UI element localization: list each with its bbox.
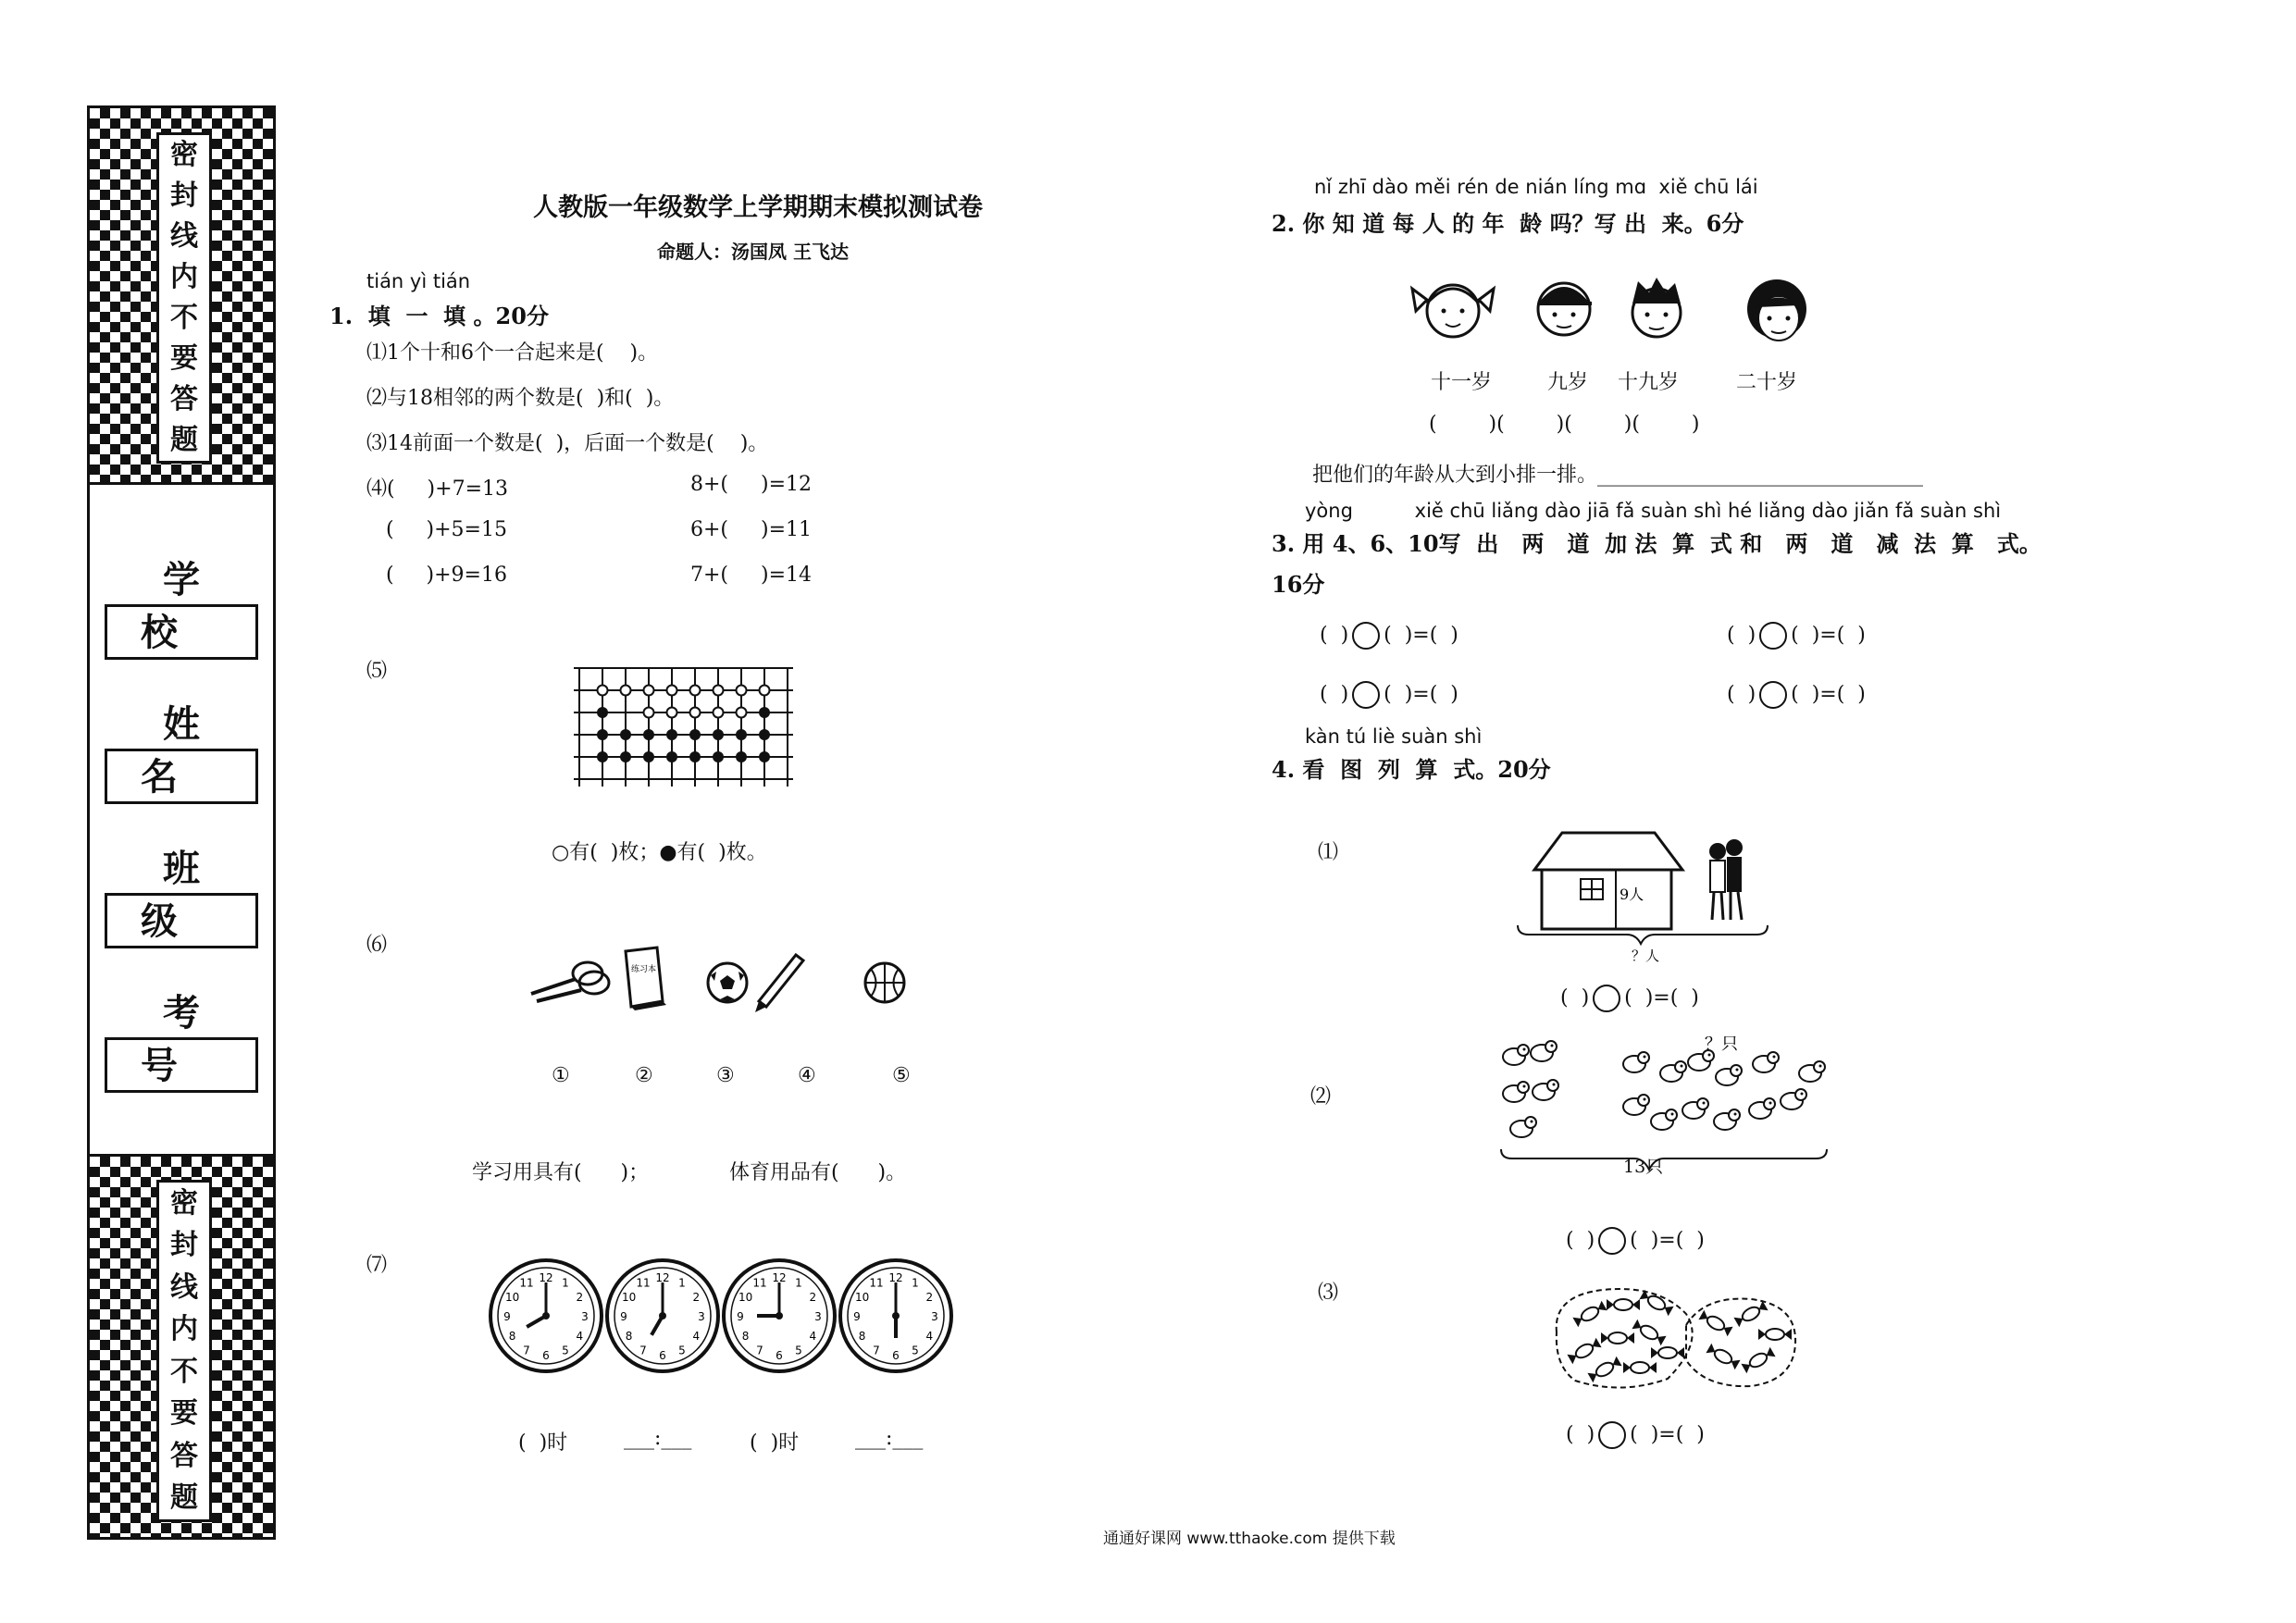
dashed-group-right: [1686, 1299, 1795, 1387]
q1-sub6-answer-b: 体育用品有( )。: [729, 1161, 907, 1184]
q2-title: 2. 你 知 道 每 人 的 年 龄 吗？写 出 来。6分: [1272, 210, 1744, 237]
q1-sub7-answer-a: ( )时: [518, 1431, 568, 1455]
chick-icon: [1682, 1098, 1708, 1119]
operator-circle-icon: [1593, 985, 1620, 1012]
q4-sub2-label: ⑵: [1310, 1085, 1332, 1109]
svg-text:9: 9: [620, 1310, 627, 1323]
q1-item-3: ⑶14前面一个数是( )，后面一个数是( )。: [366, 432, 769, 455]
black-bead: [597, 729, 608, 740]
svg-text:2: 2: [809, 1291, 817, 1304]
svg-text:11: 11: [752, 1276, 767, 1290]
q4-formula-3: ( ) ( )=( ): [1566, 1421, 1705, 1449]
house-icon: [1534, 833, 1682, 929]
black-bead: [689, 751, 701, 762]
field-label-number: 考号: [141, 991, 244, 1087]
q1-sub7-answer-b: ( )时: [750, 1431, 800, 1455]
white-bead: [760, 686, 770, 696]
svg-text:7: 7: [523, 1344, 530, 1357]
candy-icon: [1572, 1301, 1607, 1327]
candy-icon: [1706, 1344, 1740, 1369]
white-bead: [667, 686, 677, 696]
q1-sub7-blank-b: ___:___: [855, 1427, 924, 1450]
chick-icon: [1749, 1098, 1775, 1119]
seal-character: 答: [170, 383, 198, 415]
count-label: 13只: [1623, 1157, 1664, 1177]
black-bead: [643, 729, 654, 740]
svg-text:11: 11: [636, 1276, 651, 1290]
house-label: 9人: [1620, 886, 1644, 903]
people-faces-figure: [1407, 261, 1832, 353]
seal-character: 不: [170, 302, 198, 334]
q1-sub5-answer: ○有( )枚；●有( )枚。: [552, 841, 767, 864]
young-man-face-icon: [1632, 278, 1681, 337]
sort-line: 把他们的年龄从大到小排一排。________________________________: [1312, 464, 1924, 487]
white-bead: [644, 686, 654, 696]
seal-character: 要: [170, 342, 198, 375]
svg-text:2: 2: [925, 1291, 934, 1304]
svg-text:5: 5: [912, 1344, 919, 1357]
candy-icon: [1607, 1299, 1640, 1310]
girl-face-icon: [1412, 285, 1494, 337]
seal-character: 内: [170, 261, 198, 293]
black-bead: [736, 751, 747, 762]
clock-icon: [840, 1260, 951, 1371]
black-bead: [736, 729, 747, 740]
chick-icon: [1623, 1052, 1649, 1072]
clock-icon: [490, 1260, 602, 1371]
svg-text:7: 7: [639, 1344, 647, 1357]
children-icon: [1709, 839, 1743, 920]
svg-text:2: 2: [692, 1291, 701, 1304]
candy-icon: [1741, 1347, 1775, 1373]
white-bead: [714, 708, 724, 718]
candy-icon: [1733, 1301, 1768, 1327]
svg-text:5: 5: [795, 1344, 802, 1357]
q3-pinyin: yòng xiě chū liǎng dào jiā fǎ suàn shì hé liǎng dào jiǎn fǎ suàn shì: [1305, 500, 2002, 522]
total-label: ？人: [1632, 948, 1660, 962]
white-bead: [714, 686, 724, 696]
svg-text:7: 7: [756, 1344, 763, 1357]
field-label-class: 班级: [141, 847, 244, 943]
basketball-icon: [865, 963, 904, 1002]
field-label-school: 学校: [141, 558, 244, 654]
q1-sub6-answer-a: 学习用具有( )；: [472, 1161, 650, 1184]
formula-3: ( ) ( )=( ): [1320, 681, 1458, 709]
q1-eq-right-1: 8+( )=12: [690, 473, 812, 496]
black-bead: [713, 751, 724, 762]
svg-text:6: 6: [776, 1349, 783, 1362]
q3-title: 3. 用 4、6、10写 出 两 道 加 法 算 式 和 两 道 减 法 算 式。: [1272, 530, 2042, 557]
age-4: 二十岁: [1736, 371, 1798, 394]
candy-icon: [1698, 1310, 1732, 1336]
seal-character: 线: [170, 220, 198, 253]
seal-character: 要: [170, 1397, 198, 1431]
q4-pinyin: kàn tú liè suàn shì: [1305, 725, 1483, 748]
white-bead: [621, 686, 631, 696]
svg-text:4: 4: [925, 1330, 934, 1343]
white-bead: [644, 708, 654, 718]
chick-icon: [1503, 1082, 1529, 1102]
white-bead: [667, 708, 677, 718]
operator-circle-icon: [1352, 681, 1380, 709]
seal-box-bottom: [156, 1180, 212, 1522]
seal-character: 题: [170, 1481, 198, 1515]
item-number-2: ②: [635, 1064, 653, 1087]
white-bead: [737, 686, 747, 696]
svg-text:10: 10: [738, 1291, 753, 1304]
black-bead: [689, 729, 701, 740]
q1-item-2: ⑵与18相邻的两个数是( )和( )。: [366, 387, 675, 410]
seal-character: 题: [170, 424, 198, 456]
clock-icon: [607, 1260, 718, 1371]
operator-circle-icon: [1759, 622, 1787, 650]
white-bead: [737, 708, 747, 718]
age-1: 十一岁: [1431, 371, 1493, 394]
brace-icon: [1501, 1149, 1827, 1170]
svg-text:6: 6: [659, 1349, 666, 1362]
svg-text:10: 10: [854, 1291, 870, 1304]
svg-text:8: 8: [741, 1330, 750, 1343]
svg-text:4: 4: [809, 1330, 817, 1343]
svg-text:3: 3: [698, 1310, 705, 1323]
animals-figure: [1496, 1036, 1838, 1184]
school-items-figure: [518, 940, 925, 1023]
seal-character: 答: [170, 1439, 198, 1472]
svg-text:12: 12: [655, 1271, 670, 1284]
white-bead: [690, 708, 701, 718]
field-label-name: 姓名: [141, 702, 244, 799]
seal-box-top: [156, 132, 212, 464]
white-bead: [598, 686, 608, 696]
q4-sub1-label: ⑴: [1318, 841, 1339, 864]
item-number-1: ①: [552, 1064, 570, 1087]
q3-title-cont: 16分: [1272, 571, 1325, 598]
chick-icon: [1503, 1045, 1529, 1065]
seal-character: 密: [170, 139, 198, 171]
svg-text:4: 4: [576, 1330, 584, 1343]
chick-icon: [1660, 1061, 1686, 1082]
woman-face-icon: [1747, 279, 1806, 341]
strip-divider: [90, 482, 273, 485]
formula-4: ( ) ( )=( ): [1727, 681, 1866, 709]
clocks-figure: [485, 1249, 966, 1379]
q1-eq-left-1: ⑷( )+7=13: [366, 477, 508, 501]
item-number-3: ③: [716, 1064, 735, 1087]
svg-text:12: 12: [539, 1271, 553, 1284]
black-bead: [759, 707, 770, 718]
black-bead: [666, 751, 677, 762]
svg-text:6: 6: [892, 1349, 900, 1362]
seal-character: 线: [170, 1270, 198, 1304]
boy-cap-face-icon: [1538, 283, 1592, 335]
age-3: 十九岁: [1618, 371, 1680, 394]
formula-2: ( ) ( )=( ): [1727, 622, 1866, 650]
svg-text:4: 4: [692, 1330, 701, 1343]
chick-icon: [1623, 1095, 1649, 1115]
candy-icon: [1567, 1338, 1601, 1364]
q4-formula-1: ( ) ( )=( ): [1560, 985, 1699, 1012]
seal-character: 封: [170, 1229, 198, 1262]
chick-icon: [1651, 1109, 1677, 1130]
chick-icon: [1799, 1061, 1825, 1082]
candy-icon: [1758, 1329, 1792, 1340]
q4-formula-2: ( ) ( )=( ): [1566, 1227, 1705, 1255]
svg-text:9: 9: [503, 1310, 511, 1323]
chick-icon: [1716, 1065, 1742, 1085]
black-bead: [597, 707, 608, 718]
age-answer-row: ( )( )( )( ): [1429, 413, 1700, 436]
q1-eq-right-2: 6+( )=11: [690, 518, 812, 541]
q1-eq-left-2: ( )+5=15: [366, 518, 507, 541]
svg-text:8: 8: [508, 1330, 516, 1343]
svg-text:9: 9: [737, 1310, 744, 1323]
candy-icon: [1632, 1319, 1666, 1345]
page-title: 人教版一年级数学上学期期末模拟测试卷: [533, 193, 983, 222]
chick-icon: [1531, 1041, 1557, 1061]
svg-text:8: 8: [625, 1330, 633, 1343]
svg-text:1: 1: [678, 1276, 686, 1290]
q1-sub5-label: ⑸: [366, 660, 388, 683]
q1-eq-right-3: 7+( )=14: [690, 564, 812, 587]
candy-icon: [1623, 1362, 1657, 1373]
black-bead: [713, 729, 724, 740]
unknown-count-label: ？只: [1705, 1036, 1738, 1054]
svg-text:3: 3: [581, 1310, 589, 1323]
class-field[interactable]: [105, 893, 258, 948]
footer-text: 通通好课网 www.tthaoke.com 提供下载: [1103, 1530, 1396, 1548]
soccer-ball-icon: [708, 963, 747, 1002]
operator-circle-icon: [1352, 622, 1380, 650]
black-bead: [597, 751, 608, 762]
chick-icon: [1753, 1052, 1779, 1072]
q4-sub3-label: ⑶: [1318, 1282, 1339, 1305]
svg-text:2: 2: [576, 1291, 584, 1304]
badminton-racket-icon: [531, 962, 609, 1001]
black-bead: [759, 751, 770, 762]
svg-text:1: 1: [912, 1276, 919, 1290]
seal-character: 内: [170, 1313, 198, 1346]
svg-text:12: 12: [888, 1271, 903, 1284]
svg-text:8: 8: [858, 1330, 866, 1343]
svg-text:1: 1: [795, 1276, 802, 1290]
clock-icon: [724, 1260, 835, 1371]
svg-text:6: 6: [542, 1349, 550, 1362]
binding-strip: [87, 105, 276, 1540]
q1-title: 1. 填 一 填 。20分: [329, 303, 549, 329]
chick-icon: [1714, 1109, 1740, 1130]
q1-sub7-blank-a: ___:___: [624, 1427, 692, 1450]
svg-text:11: 11: [869, 1276, 884, 1290]
bead-grid-figure: [572, 664, 809, 790]
house-children-figure: [1507, 824, 1775, 962]
authors: 命题人：汤国凤 王飞达: [657, 241, 849, 263]
exam-number-field[interactable]: [105, 1037, 258, 1093]
q1-eq-left-3: ( )+9=16: [366, 564, 507, 587]
svg-text:5: 5: [678, 1344, 686, 1357]
black-bead: [759, 729, 770, 740]
q1-item-1: ⑴1个十和6个一合起来是( )。: [366, 341, 659, 365]
operator-circle-icon: [1598, 1421, 1626, 1449]
chick-icon: [1510, 1117, 1536, 1137]
formula-1: ( ) ( )=( ): [1320, 622, 1458, 650]
black-bead: [620, 751, 631, 762]
svg-text:7: 7: [873, 1344, 880, 1357]
notebook-icon: [626, 948, 666, 1010]
item-number-5: ⑤: [892, 1064, 911, 1087]
item-number-4: ④: [798, 1064, 816, 1087]
pencil-icon: [755, 955, 803, 1012]
svg-text:1: 1: [562, 1276, 569, 1290]
candies-figure: [1547, 1277, 1806, 1397]
candy-icon: [1639, 1290, 1673, 1316]
candy-icon: [1651, 1347, 1684, 1358]
operator-circle-icon: [1759, 681, 1787, 709]
operator-circle-icon: [1598, 1227, 1626, 1255]
seal-character: 不: [170, 1355, 198, 1388]
school-field[interactable]: [105, 604, 258, 660]
black-bead: [666, 729, 677, 740]
q2-pinyin: nǐ zhī dào měi rén de nián líng mɑ xiě chū lái: [1314, 176, 1758, 198]
candy-icon: [1587, 1357, 1621, 1382]
svg-text:3: 3: [931, 1310, 938, 1323]
svg-text:10: 10: [621, 1291, 637, 1304]
black-bead: [620, 729, 631, 740]
seal-character: 封: [170, 180, 198, 212]
candy-icon: [1601, 1332, 1634, 1344]
q1-sub6-label: ⑹: [366, 934, 388, 957]
svg-text:12: 12: [772, 1271, 787, 1284]
black-bead: [643, 751, 654, 762]
white-bead: [690, 686, 701, 696]
notebook-label: 练习本: [631, 965, 657, 974]
chick-icon: [1533, 1080, 1558, 1100]
seal-character: 密: [170, 1186, 198, 1220]
svg-text:3: 3: [814, 1310, 822, 1323]
svg-text:11: 11: [519, 1276, 534, 1290]
svg-text:5: 5: [562, 1344, 569, 1357]
name-field[interactable]: [105, 749, 258, 804]
q4-title: 4. 看 图 列 算 式。20分: [1272, 756, 1551, 783]
chick-icon: [1781, 1089, 1806, 1109]
q1-sub7-label: ⑺: [366, 1254, 388, 1277]
age-2: 九岁: [1547, 371, 1589, 394]
svg-text:9: 9: [853, 1310, 861, 1323]
q1-pinyin: tián yì tián: [366, 270, 471, 292]
svg-text:10: 10: [504, 1291, 520, 1304]
